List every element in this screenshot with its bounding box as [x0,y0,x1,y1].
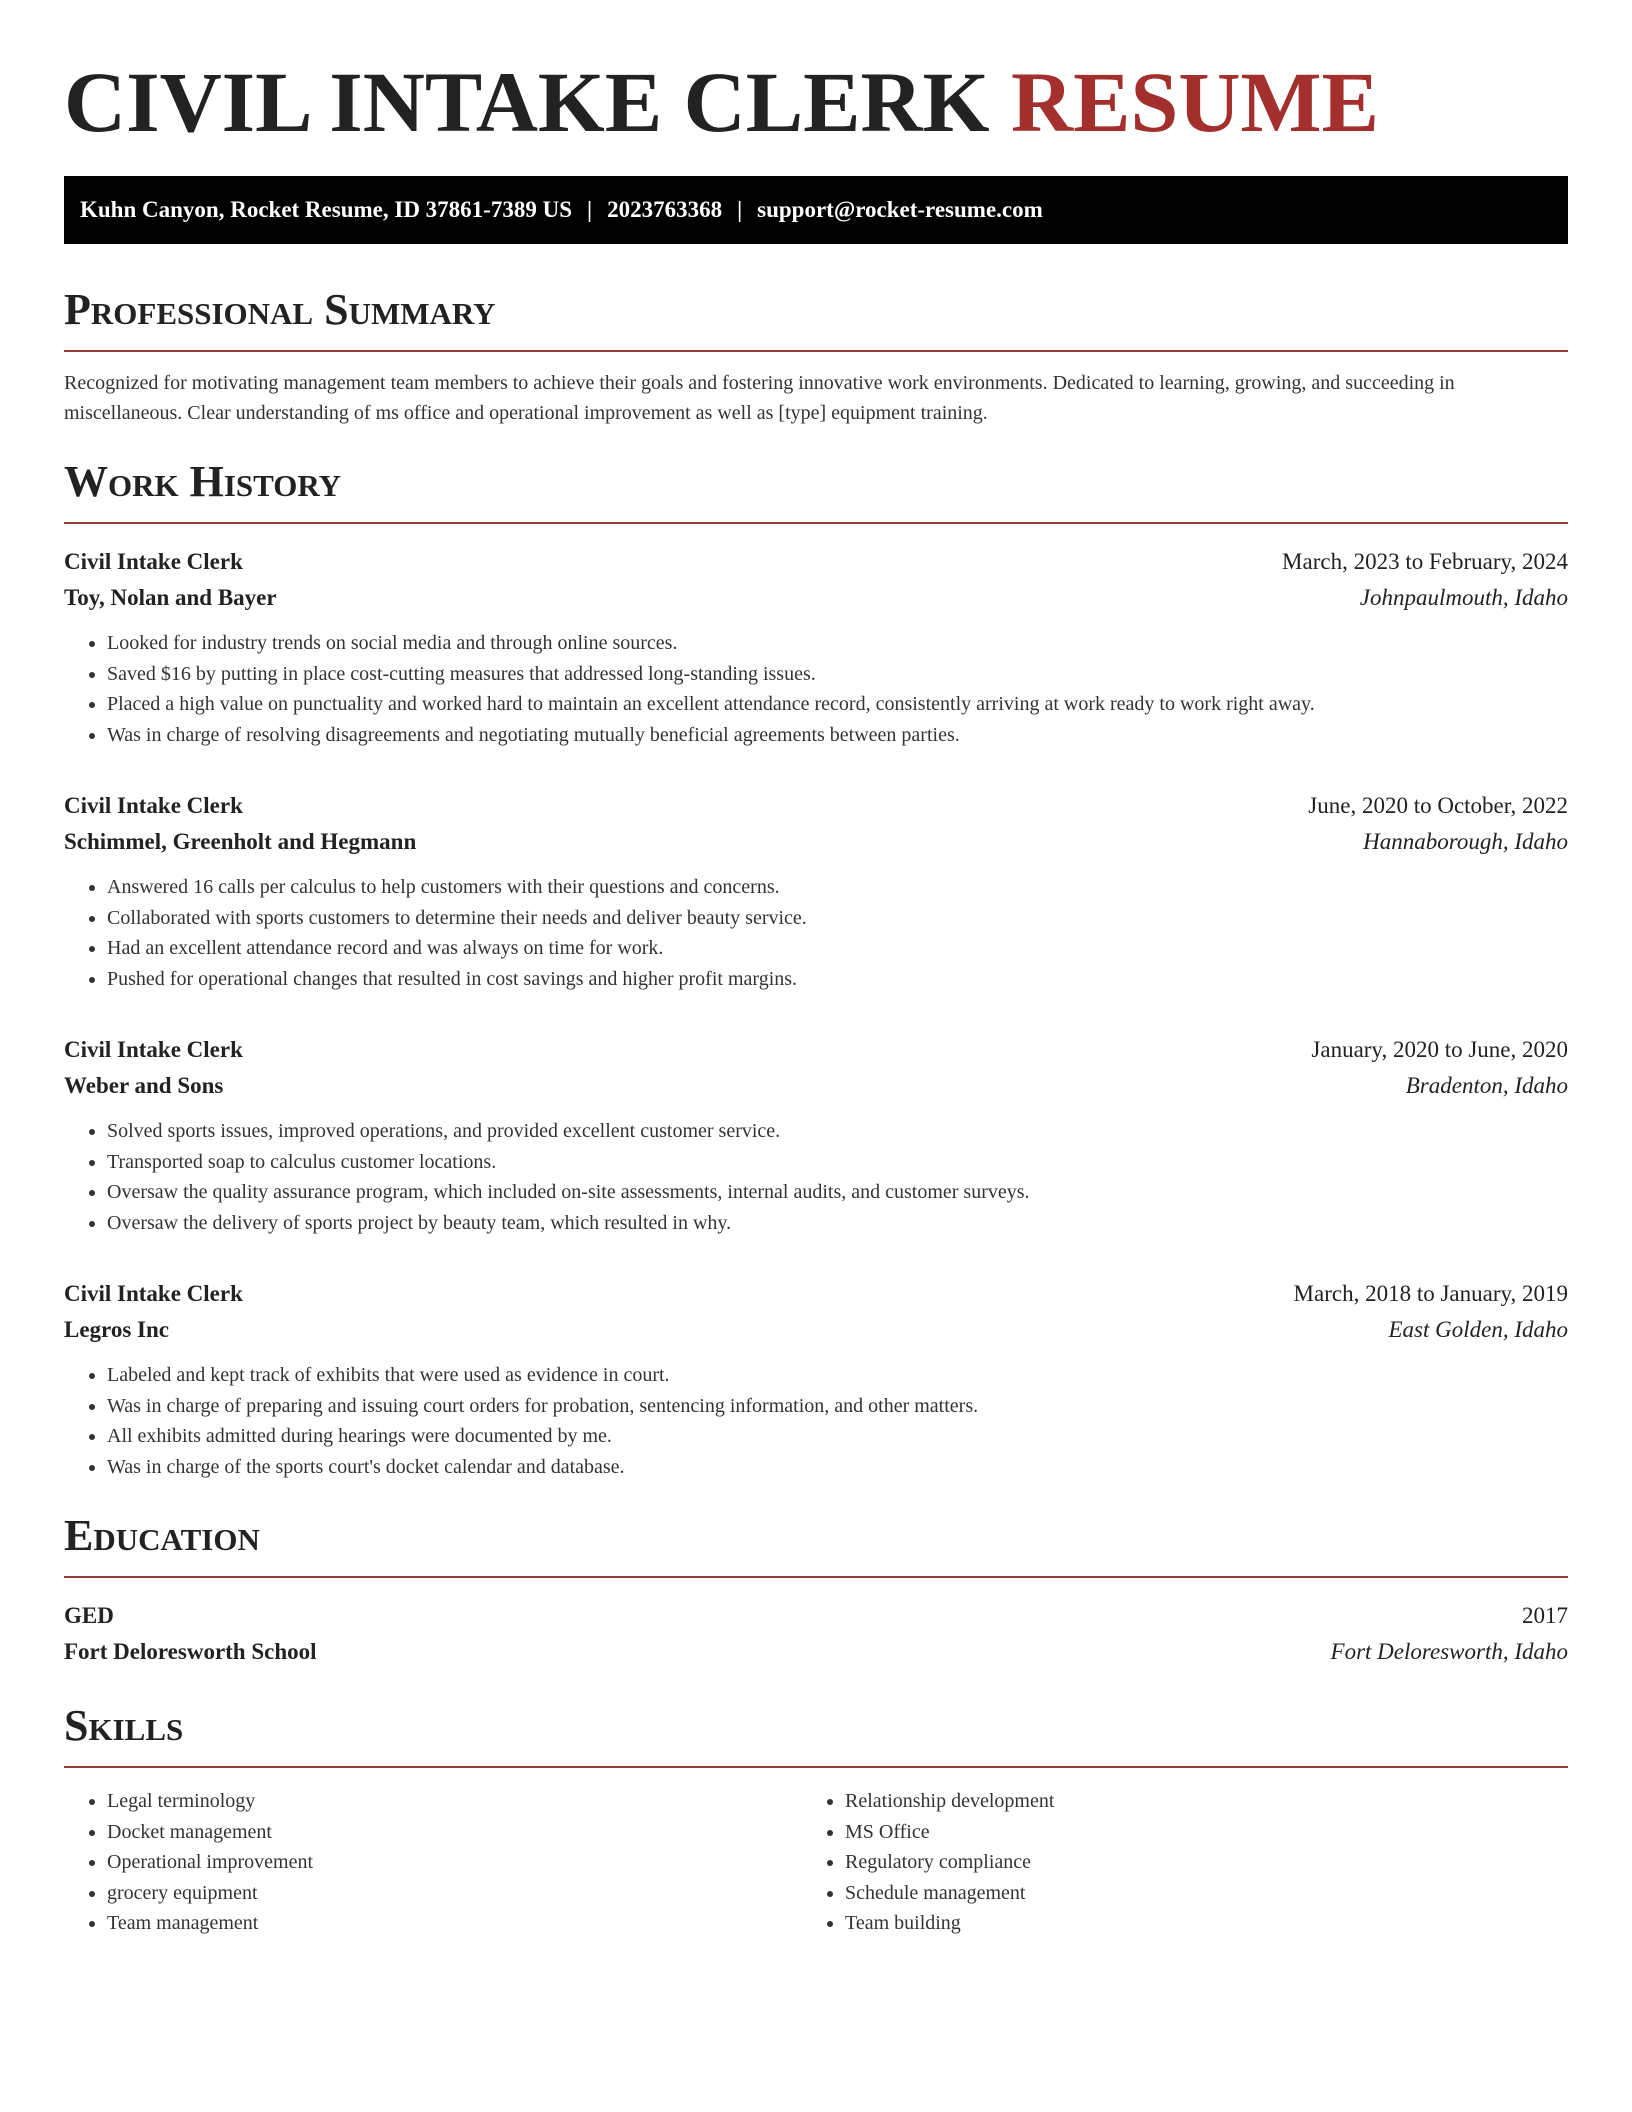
job-company: Weber and Sons [64,1073,224,1098]
job-bullet: • Oversaw the quality assurance program, which included on-site assessments, internal audits, and customer surveys. [107,1177,1568,1208]
job-bullet: • Placed a high value on punctuality and worked hard to maintain an excellent attendance record, consistently arriving at work ready to work right away. [107,689,1568,720]
job-bullet: • Looked for industry trends on social media and through online sources. [107,628,1568,659]
contact-separator: | [586,197,593,222]
education-school: Fort Deloresworth School [64,1639,317,1664]
skill-item: • Operational improvement [107,1847,802,1878]
job-company-row [64,1312,1568,1348]
job-location: Bradenton, Idaho [1405,1073,1568,1098]
job-bullet: • All exhibits admitted during hearings were documented by me. [107,1421,1568,1452]
job-bullet: • Had an excellent attendance record and was always on time for work. [107,933,1568,964]
job-dates: March, 2023 to February, 2024 [1282,549,1568,574]
summary-heading: Professional Summary [64,284,1568,352]
education-degree: GED [64,1603,114,1628]
education-year: 2017 [1522,1603,1568,1628]
education-heading: Education [64,1510,1568,1578]
skill-item: • Schedule management [845,1878,1540,1909]
resume-title [64,52,1568,152]
education-entry [64,1598,1568,1670]
job-title: Civil Intake Clerk [64,549,243,574]
skills-column-left [64,1786,802,1939]
job-bullet: • Was in charge of resolving disagreements and negotiating mutually beneficial agreements between parties. [107,720,1568,751]
job-title-row [64,544,1568,580]
job-entry [64,788,1568,994]
skill-item: • grocery equipment [107,1878,802,1909]
work-history-heading: Work History [64,456,1568,524]
title-accent: RESUME [1011,54,1379,150]
job-bullet: • Was in charge of preparing and issuing court orders for probation, sentencing information, and other matters. [107,1391,1568,1422]
job-entry [64,544,1568,750]
job-dates: January, 2020 to June, 2020 [1311,1037,1568,1062]
job-location: East Golden, Idaho [1388,1317,1568,1342]
contact-address: Kuhn Canyon, Rocket Resume, ID 37861-7389 US [80,197,572,222]
job-company: Toy, Nolan and Bayer [64,585,277,610]
job-title: Civil Intake Clerk [64,1037,243,1062]
job-title-row [64,1276,1568,1312]
job-company: Schimmel, Greenholt and Hegmann [64,829,417,854]
contact-email: support@rocket-resume.com [757,197,1043,222]
education-school-row [64,1634,1568,1670]
job-bullet: • Answered 16 calls per calculus to help customers with their questions and concerns. [107,872,1568,903]
job-bullets [64,1116,1568,1238]
job-bullet: • Labeled and kept track of exhibits that were used as evidence in court. [107,1360,1568,1391]
job-entry [64,1032,1568,1238]
skill-item: • Team building [845,1908,1540,1939]
contact-bar [64,176,1568,244]
skills-column-right [802,1786,1540,1939]
job-entry [64,1276,1568,1482]
job-company-row [64,580,1568,616]
contact-phone: 2023763368 [607,197,723,222]
education-degree-row [64,1598,1568,1634]
job-bullet: • Collaborated with sports customers to determine their needs and deliver beauty service. [107,903,1568,934]
job-location: Johnpaulmouth, Idaho [1359,585,1568,610]
job-bullet: • Pushed for operational changes that resulted in cost savings and higher profit margins. [107,964,1568,995]
job-company: Legros Inc [64,1317,169,1342]
job-bullet: • Was in charge of the sports court's docket calendar and database. [107,1452,1568,1483]
skills-heading: Skills [64,1700,1568,1768]
skill-item: • Team management [107,1908,802,1939]
skills-list [64,1786,1568,1939]
summary-text: Recognized for motivating management team members to achieve their goals and fostering innovative work environments. Dedicated to learning, growing, and succeeding in miscellaneous. Clear understanding of ms office and operational improvement as well as [type] equipment training. [64,372,1455,424]
title-main: CIVIL INTAKE CLERK [64,54,990,150]
job-dates: March, 2018 to January, 2019 [1293,1281,1568,1306]
job-title: Civil Intake Clerk [64,793,243,818]
job-bullets [64,1360,1568,1482]
job-location: Hannaborough, Idaho [1363,829,1568,854]
skill-item: • Regulatory compliance [845,1847,1540,1878]
skill-item: • Relationship development [845,1786,1540,1817]
job-bullet: • Transported soap to calculus customer locations. [107,1147,1568,1178]
job-title-row [64,788,1568,824]
skill-item: • Legal terminology [107,1786,802,1817]
job-bullet: • Saved $16 by putting in place cost-cutting measures that addressed long-standing issues. [107,659,1568,690]
skill-item: • Docket management [107,1817,802,1848]
job-title-row [64,1032,1568,1068]
education-location: Fort Deloresworth, Idaho [1330,1639,1568,1664]
job-title: Civil Intake Clerk [64,1281,243,1306]
job-bullet: • Oversaw the delivery of sports project by beauty team, which resulted in why. [107,1208,1568,1239]
skill-item: • MS Office [845,1817,1540,1848]
contact-separator: | [737,197,743,222]
job-company-row [64,824,1568,860]
job-bullets [64,628,1568,750]
job-company-row [64,1068,1568,1104]
job-dates: June, 2020 to October, 2022 [1308,793,1568,818]
job-bullets [64,872,1568,994]
job-bullet: • Solved sports issues, improved operations, and provided excellent customer service. [107,1116,1568,1147]
